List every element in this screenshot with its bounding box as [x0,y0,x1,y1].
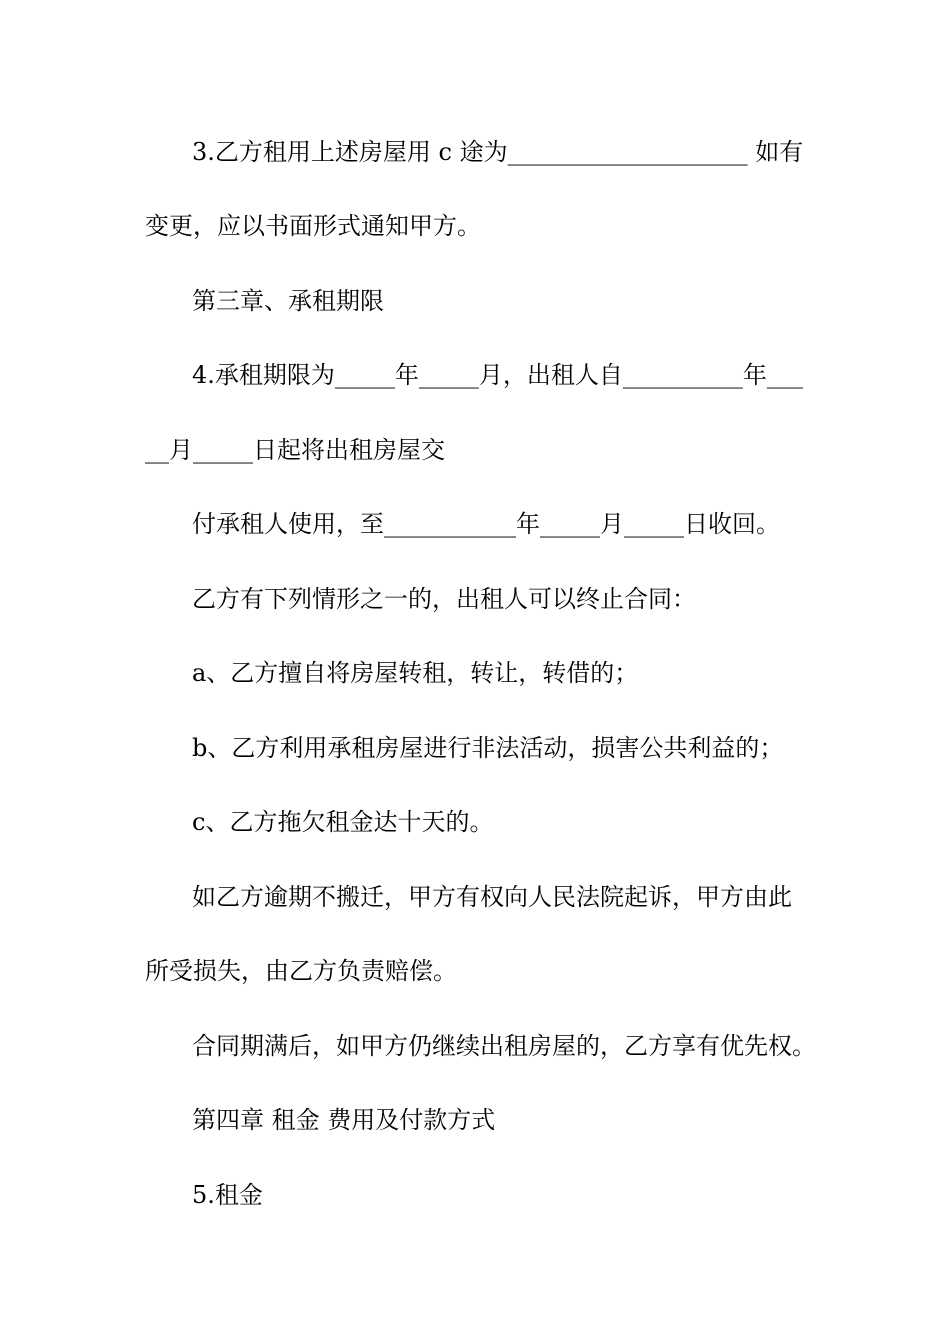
chapter-4-heading: 第四章 租金 费用及付款方式 [192,1106,496,1134]
termination-intro: 乙方有下列情形之一的，出租人可以终止合同： [192,585,696,613]
clause-5-heading: 5.租金 [192,1181,263,1209]
termination-item-c: c、乙方拖欠租金达十天的。 [192,808,494,836]
clause-4-line-1: 4.承租期限为_____年_____月，出租人自__________年___ [192,361,803,389]
overdue-line-2: 所受损失，由乙方负责赔偿。 [145,957,457,985]
clause-3-line-2: 变更，应以书面形式通知甲方。 [145,212,481,240]
overdue-line-1: 如乙方逾期不搬迁，甲方有权向人民法院起诉，甲方由此 [192,883,792,911]
termination-item-a: a、乙方擅自将房屋转租，转让，转借的； [192,659,639,687]
chapter-3-heading: 第三章、承租期限 [192,287,384,315]
priority-clause: 合同期满后，如甲方仍继续出租房屋的，乙方享有优先权。 [192,1032,816,1060]
termination-item-b: b、乙方利用承租房屋进行非法活动，损害公共利益的； [192,734,784,762]
clause-4-line-3: 付承租人使用，至___________年_____月_____日收回。 [192,510,780,538]
clause-4-line-2: __月_____日起将出租房屋交 [145,436,445,464]
clause-3-line-1: 3.乙方租用上述房屋用 c 途为____________________ 如有 [192,138,804,166]
